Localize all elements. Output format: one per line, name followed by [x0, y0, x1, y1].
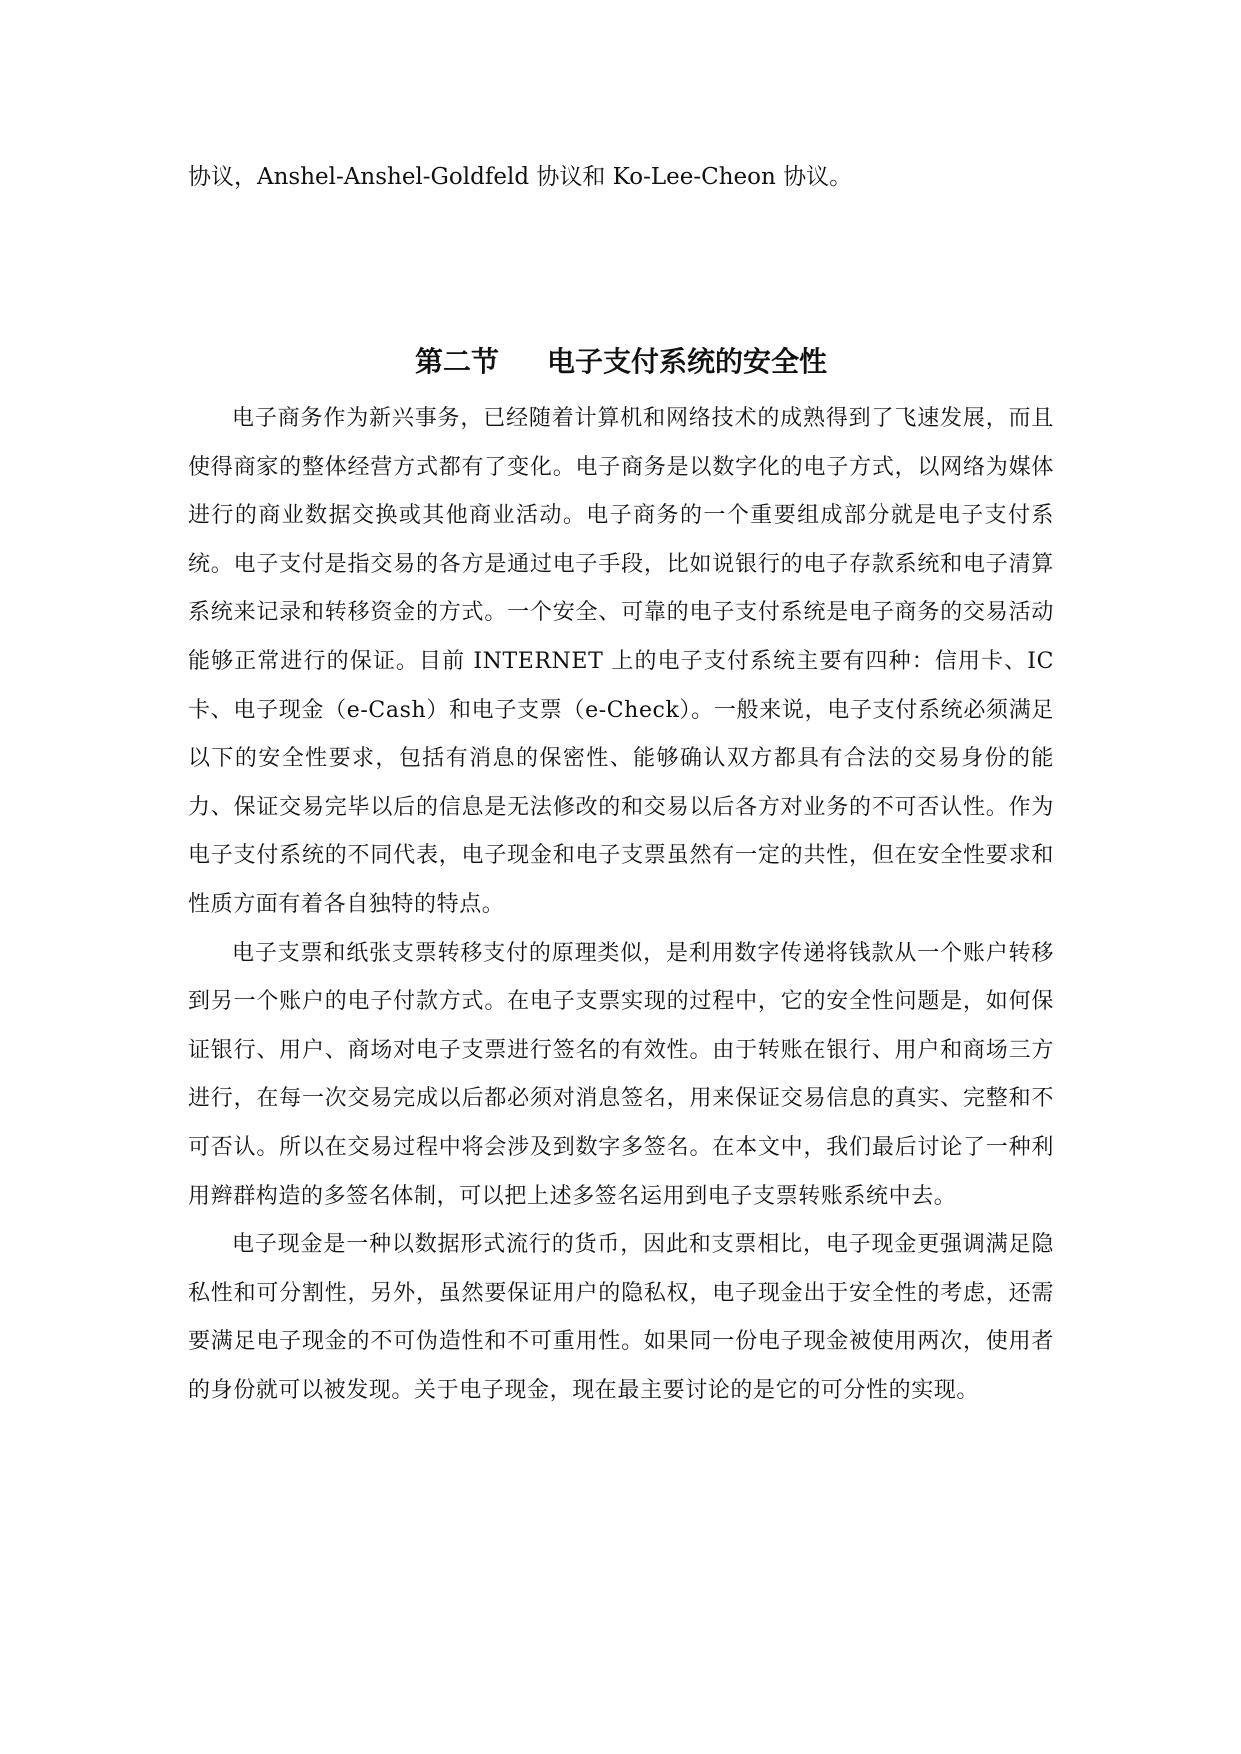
paragraph-electronic-check: 电子支票和纸张支票转移支付的原理类似，是利用数字传递将钱款从一个账户转移到另一个账户的电子付款方式。在电子支票实现的过程中，它的安全性问题是，如何保证银行、用户、商场对电子支票进行签名的有效性。由于转账在银行、用户和商场三方进行，在每一次交易完成以后都必须对消息签名，用来保证交易信息的真实、完整和不可否认。所以在交易过程中将会涉及到数字多签名。在本文中，我们最后讨论了一种利用辫群构造的多签名体制，可以把上述多签名运用到电子支票转账系统中去。 [188, 940, 1054, 1209]
section-title: 电子支付系统的安全性 [547, 345, 828, 378]
intro-line: 协议，Anshel-Anshel-Goldfeld 协议和 Ko-Lee-Cheon 协议。 [188, 164, 853, 190]
section-heading [188, 342, 1054, 382]
paragraph-electronic-commerce: 电子商务作为新兴事务，已经随着计算机和网络技术的成熟得到了飞速发展，而且使得商家的整体经营方式都有了变化。电子商务是以数字化的电子方式，以网络为媒体进行的商业数据交换或其他商业活动。电子商务的一个重要组成部分就是电子支付系统。电子支付是指交易的各方是通过电子手段，比如说银行的电子存款系统和电子清算系统来记录和转移资金的方式。一个安全、可靠的电子支付系统是电子商务的交易活动能够正常进行的保证。目前 INTERNET 上的电子支付系统主要有四种：信用卡、IC 卡、电子现金（e-Cash）和电子支票（e-Check）。一般来说，电子支付系统必须满足以下的安全性要求，包括有消息的保密性、能够确认双方都具有合法的交易身份的能力、保证交易完毕以后的信息是无法修改的和交易以后各方对业务的不可否认性。作为电子支付系统的不同代表，电子现金和电子支票虽然有一定的共性，但在安全性要求和性质方面有着各自独特的特点。 [188, 406, 1054, 917]
section-number: 第二节 [414, 345, 499, 378]
paragraph-electronic-cash: 电子现金是一种以数据形式流行的货币，因此和支票相比，电子现金更强调满足隐私性和可分割性，另外，虽然要保证用户的隐私权，电子现金出于安全性的考虑，还需要满足电子现金的不可伪造性和不可重用性。如果同一份电子现金被使用两次，使用者的身份就可以被发现。关于电子现金，现在最主要讨论的是它的可分性的实现。 [188, 1232, 1054, 1403]
section-body [188, 395, 1054, 1415]
